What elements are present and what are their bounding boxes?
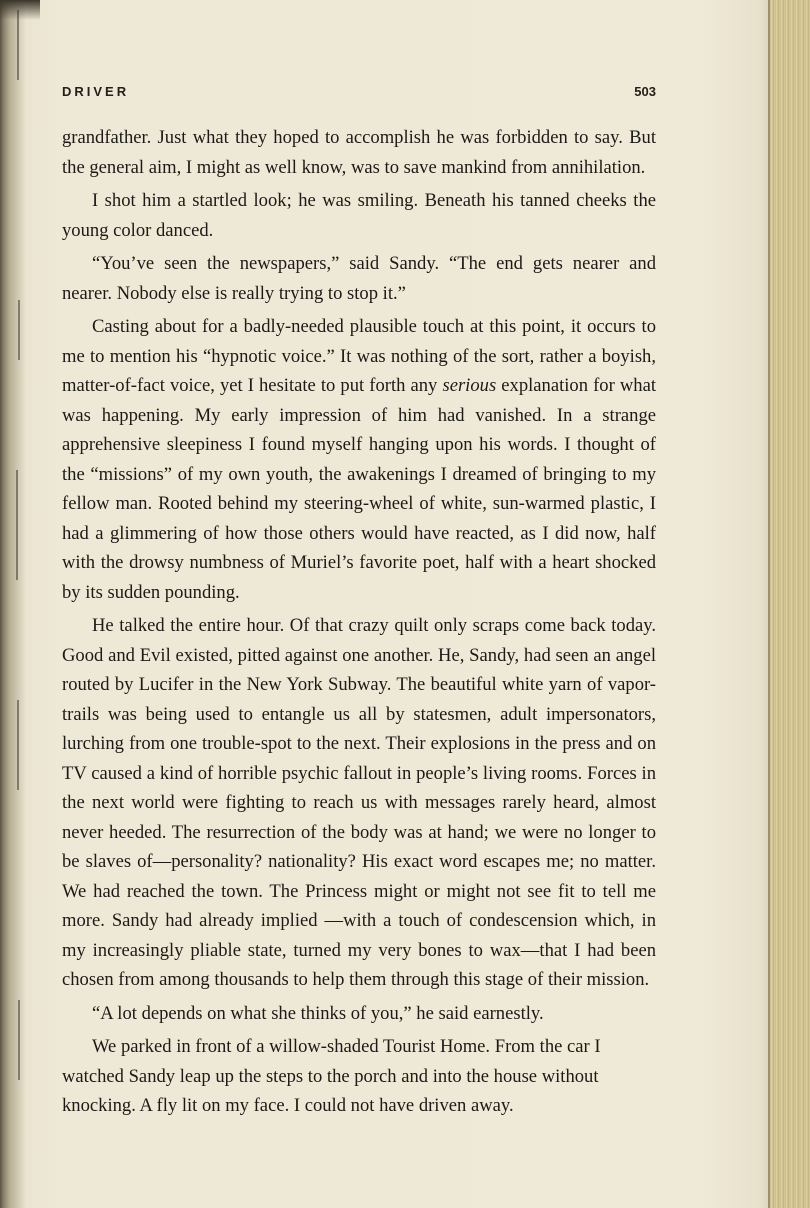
page-number: 503 — [634, 84, 656, 99]
body-text — [62, 123, 656, 1121]
binding-mark — [17, 10, 19, 80]
paragraph-text: Casting about for a badly-needed plausible touch at this point, it occurs to me to mention his “hypnotic voice.” It was nothing of the sort, rather a boyish, matter-of-fact voice, yet I hesitate to put forth any — [62, 316, 656, 396]
binding-mark — [18, 300, 20, 360]
paragraph: We parked in front of a willow-shaded Tourist Home. From the car I watched Sandy leap up the steps to the porch and into the house without knocking. A fly lit on my face. I could not have driven away. — [62, 1036, 601, 1116]
running-head: DRIVER — [62, 84, 130, 99]
binding-mark — [18, 1000, 20, 1080]
binding-shadow — [0, 0, 26, 1208]
paragraph: grandfather. Just what they hoped to accomplish he was forbidden to say. But the general aim, I might as well know, was to save mankind from annihilation. — [62, 127, 656, 178]
paragraph-text: I found myself hanging upon his words. I thought of the “missions” of my own youth, the awakenings I dreamed of bringing to my fellow man. Rooted behind my steering-wheel of white, sun-warmed plastic, I had a glimmering of how those others would have reacted, as I did now, half with the drowsy numbness of Muriel’s favorite poet, half with a heart shocked by its sudden pounding. — [62, 434, 656, 603]
emphasis-text: serious — [442, 375, 497, 396]
paragraph — [62, 312, 656, 607]
book-page-edges — [768, 0, 810, 1208]
paragraph: I shot him a startled look; he was smiling. Beneath his tanned cheeks the young color danced. — [62, 190, 656, 241]
paragraph: “A lot depends on what she thinks of you,” he said earnestly. — [92, 1002, 544, 1024]
paragraph: He talked the entire hour. Of that crazy quilt only scraps come back today. Good and Evil existed, pitted against one another. He, Sandy, had seen an angel routed by Lucifer in the New York Subway. The beautiful white yarn of vapor-trails was being used to entangle us all by statesmen, adult impersonators, lurching from one trouble-spot to the next. Their explosions in the press and on TV caused a kind of horrible psychic fallout in people’s living rooms. Forces in the next world were fighting to reach us with messages rarely heard, almost never heeded. The resurrection of the body was at hand; we were no longer to be slaves of—personality? nationality? His exact word escapes me; no matter. We had reached the town. The Princess might or might not see fit to tell me more. Sandy had already implied —with a touch of condescension which, in my increasingly pliable state, turned my very bones to wax—that I had been chosen from among thousands to help them through this stage of their mission. — [62, 615, 656, 990]
paragraph-text: explanation for what was happening. My early impression of him had vanished. In a strange apprehensive sleepiness — [62, 375, 657, 455]
binding-mark — [17, 700, 19, 790]
paragraph: “You’ve seen the newspapers,” said Sandy. “The end gets nearer and nearer. Nobody else is really trying to stop it.” — [62, 253, 656, 304]
page-corner-shadow — [0, 0, 40, 20]
binding-mark — [16, 470, 18, 580]
page-header — [62, 84, 656, 106]
